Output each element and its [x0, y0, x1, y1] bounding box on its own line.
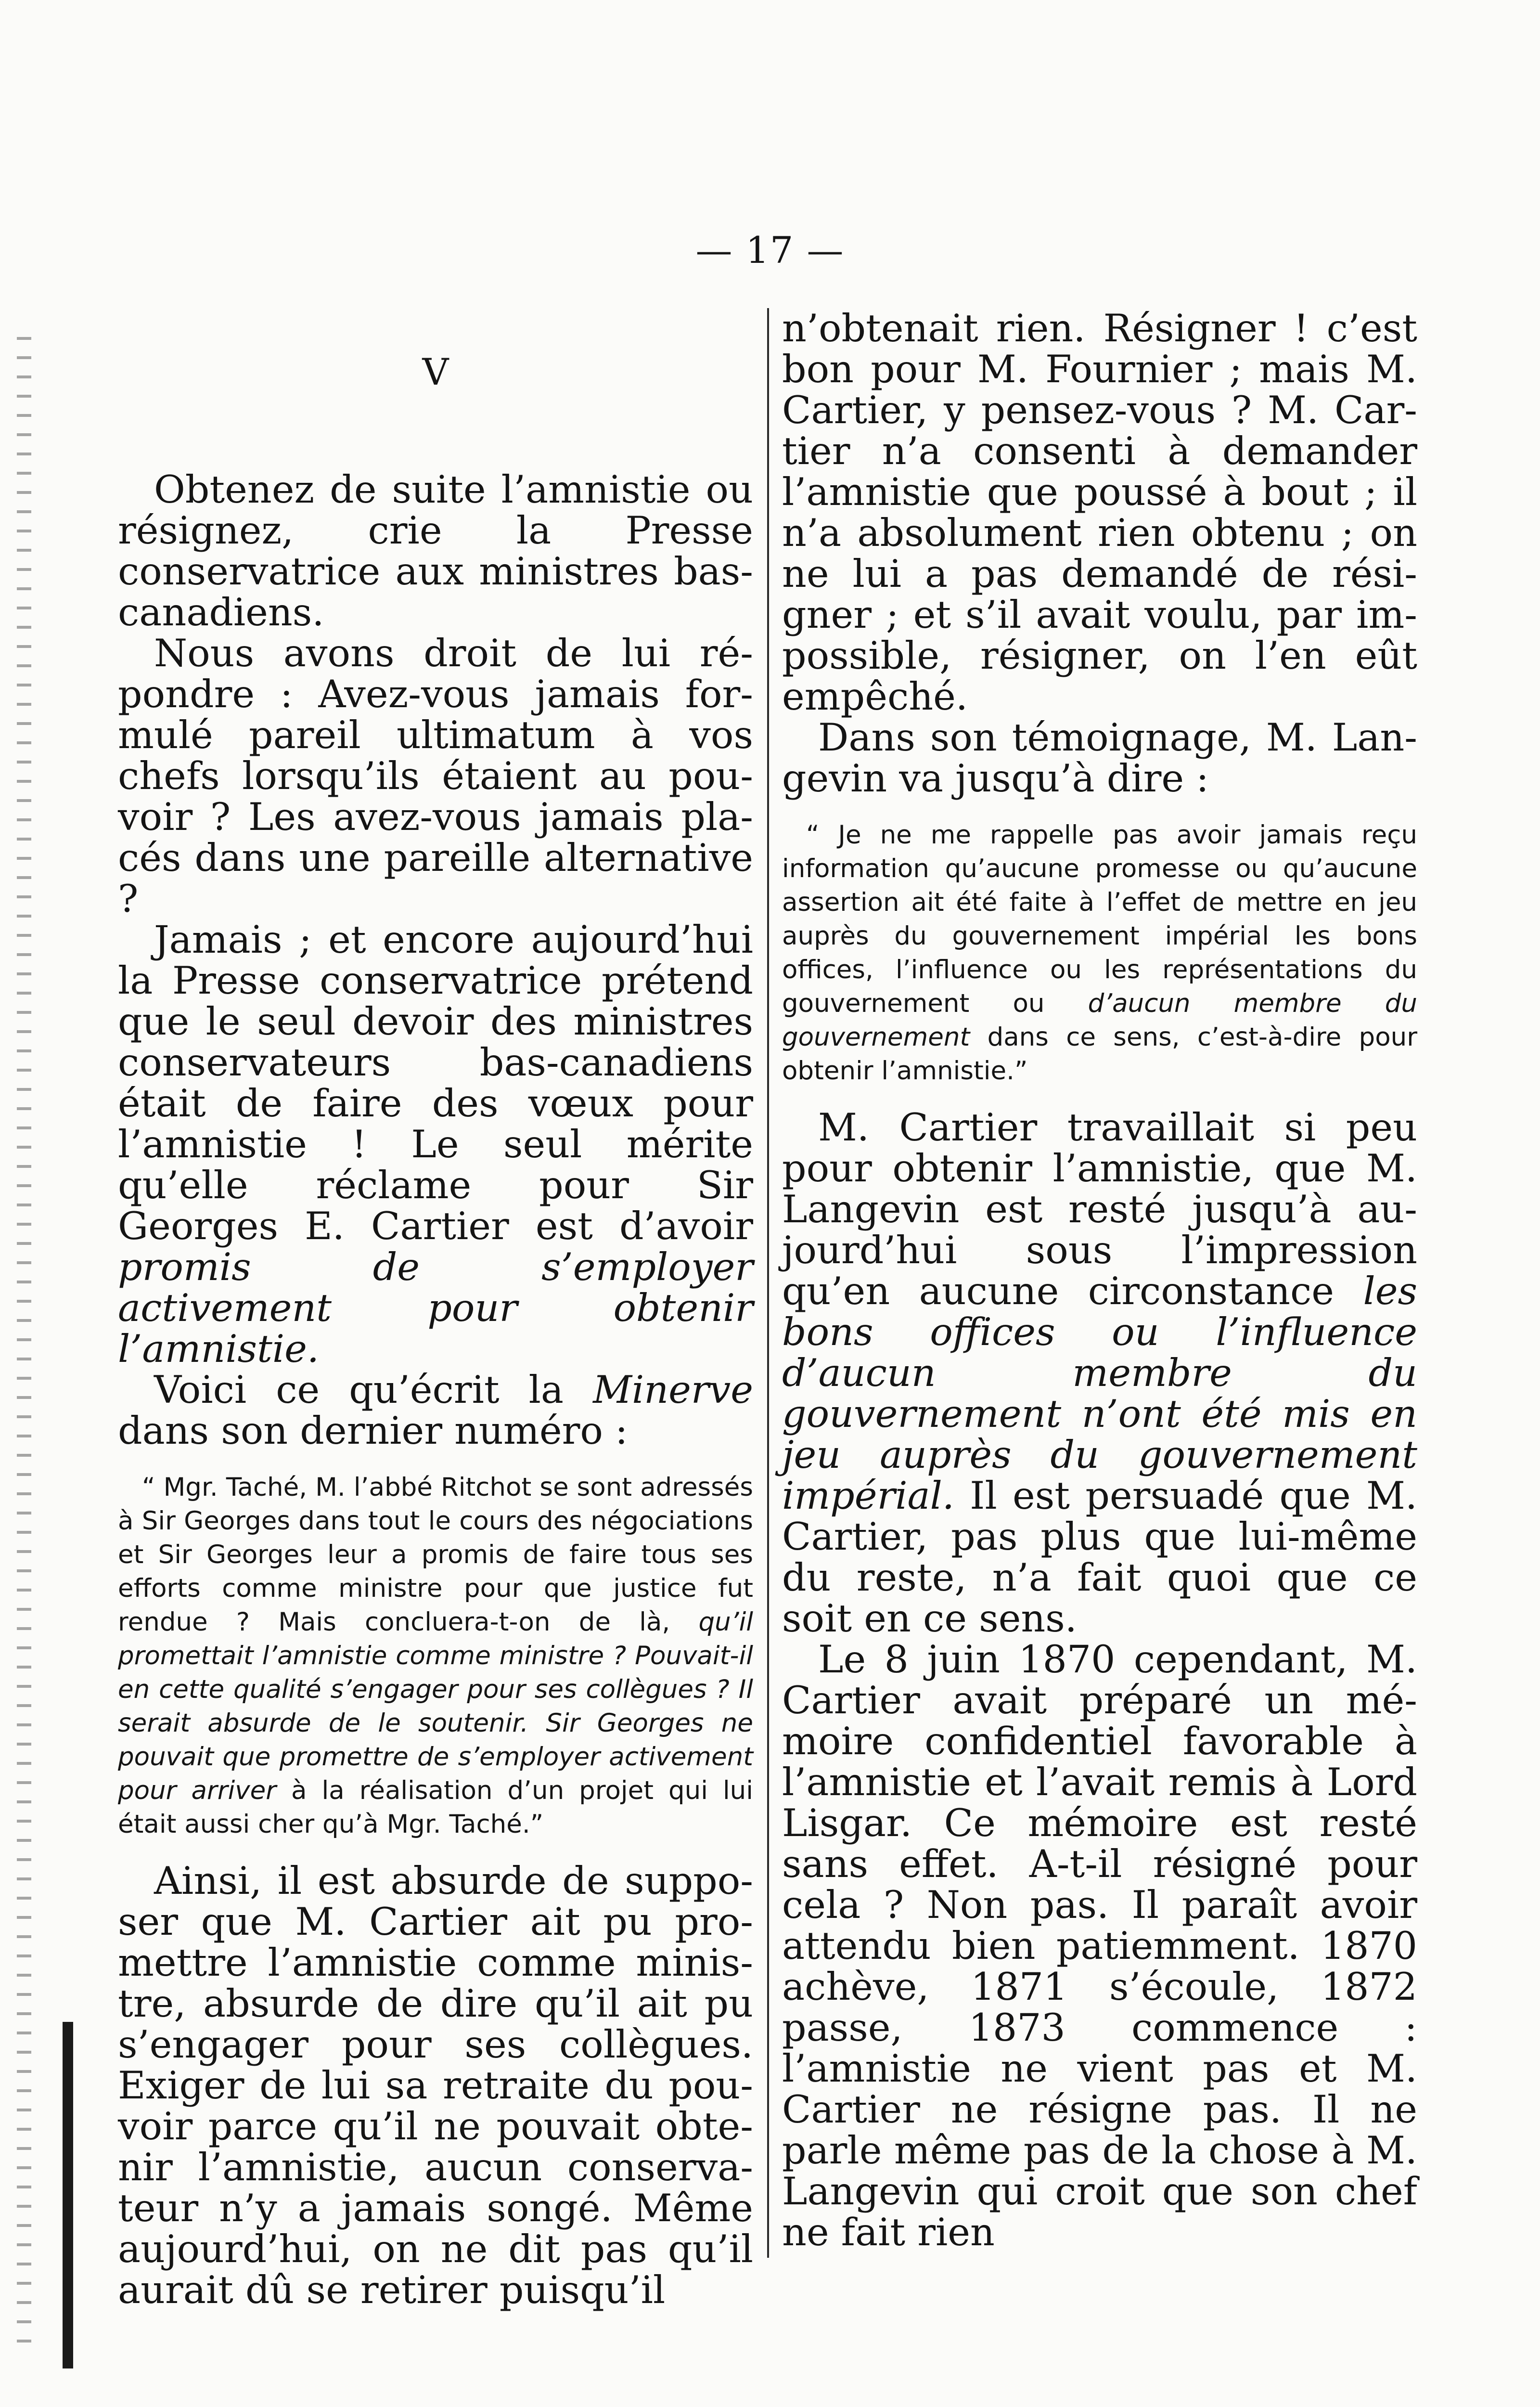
emphasis-text: Minerve [593, 1368, 753, 1412]
page-number: — 17 — [695, 229, 845, 272]
quote-segment: “ Je ne me rappelle pas avoir jamais reçu information qu’aucune promesse ou qu’aucune assertion ait été faite à l’effet de mettre en jeu auprès du gouvernement impérial les bons offices, l’influence ou les représentations du gouvernement ou [782, 820, 1417, 1018]
paragraph [118, 919, 753, 1370]
section-heading: V [422, 350, 449, 393]
right-column [782, 308, 1417, 2253]
block-quote [782, 818, 1417, 1088]
paragraph: n’obtenait rien. Résigner ! c’est bon pour M. Fournier ; mais M. Cartier, y pensez-vous ? M. Cartier n’a consenti à demander l’amnistie que poussé à bout ; il n’a absolument rien obtenu ; on ne lui a pas demandé de résigner ; et s’il avait voulu, par impossible, résigner, on l’en eût empêché. [782, 306, 1417, 719]
paragraph-text: Voici ce qu’écrit la [154, 1368, 593, 1412]
scan-edge-bar [63, 2022, 73, 2368]
paragraph-text: Il est persuadé que M. Cartier, pas plus que lui-même du reste, n’a fait quoi que ce soit en ce sens. [782, 1474, 1417, 1641]
quote-text [782, 818, 1417, 1088]
quote-emphasis: qu’il promettait l’amnistie comme ministre ? Pouvait-il en cette qualité s’engager pour ses collègues ? Il serait absurde de le soutenir. Sir Georges ne pouvait que promettre de s’employer activement pour arriver [118, 1607, 753, 1805]
quote-segment: dans ce sens, c’est-à-dire pour obtenir l’amnistie.” [782, 1022, 1417, 1086]
quote-text [118, 1471, 753, 1841]
quote-segment: à la réalisation d’un projet qui lui était aussi cher qu’à Mgr. Taché.” [118, 1776, 754, 1839]
emphasis-text: les bons offices ou l’influence d’aucun membre du gouvernement n’ont été mis en jeu auprès du gouvernement impérial. [782, 1269, 1417, 1518]
scan-edge-marks [17, 337, 31, 2359]
paragraph-text: dans son dernier numéro : [118, 1409, 628, 1453]
paragraph [118, 1370, 753, 1451]
paragraph [782, 1107, 1417, 1639]
quote-segment: “ Mgr. Taché, M. l’abbé Ritchot se sont adressés à Sir Georges dans tout le cours des négociations et Sir Georges leur a promis de faire tous ses efforts comme ministre pour que justice fut rendue ? Mais concluera-t-on de là, [118, 1473, 753, 1637]
emphasis-text: promis de s’employer activement pour obtenir l’amnistie. [118, 1245, 753, 1371]
column-divider [767, 308, 769, 2258]
paragraph: Nous avons droit de lui répondre : Avez-vous jamais formulé pareil ultimatum à vos chefs lorsqu’ils étaient au pouvoir ? Les avez-vous jamais placés dans une pareille alternative ? [118, 631, 753, 921]
paragraph: Obtenez de suite l’amnistie ou résignez, crie la Presse conservatrice aux ministres bas-canadiens. [118, 467, 753, 634]
left-column [118, 308, 753, 2311]
paragraph: Le 8 juin 1870 cependant, M. Cartier avait préparé un mémoire confidentiel favorable à l’amnistie et l’avait remis à Lord Lisgar. Ce mémoire est resté sans effet. A-t-il résigné pour cela ? Non pas. Il paraît avoir attendu bien patiemment. 1870 achève, 1871 s’écoule, 1872 passe, 1873 commence : l’amnistie ne vient pas et M. Cartier ne résigne pas. Il ne parle même pas de la chose à M. Langevin qui croit que son chef ne fait rien [782, 1637, 1417, 2254]
quote-emphasis: d’aucun membre du gouvernement [782, 989, 1417, 1052]
block-quote [118, 1471, 753, 1841]
paragraph: Dans son témoignage, M. Langevin va jusqu’à dire : [782, 715, 1417, 801]
paragraph-text: M. Cartier travaillait si peu pour obtenir l’amnistie, que M. Langevin est resté jusqu’à aujourd’hui sous l’impression qu’en aucune circonstance [782, 1105, 1417, 1313]
paragraph-text: Jamais ; et encore aujourd’hui la Presse conservatrice prétend que le seul devoir des ministres conservateurs bas-canadiens était de faire des vœux pour l’amnistie ! Le seul mérite qu’elle réclame pour Sir Georges E. Cartier est d’avoir [118, 918, 753, 1248]
paragraph: Ainsi, il est absurde de supposer que M. Cartier ait pu promettre l’amnistie comme ministre, absurde de dire qu’il ait pu s’engager pour ses collègues. Exiger de lui sa retraite du pouvoir parce qu’il ne pouvait obtenir l’amnistie, aucun conservateur n’y a jamais songé. Même aujourd’hui, on ne dit pas qu’il aurait dû se retirer puisqu’il [118, 1859, 753, 2312]
